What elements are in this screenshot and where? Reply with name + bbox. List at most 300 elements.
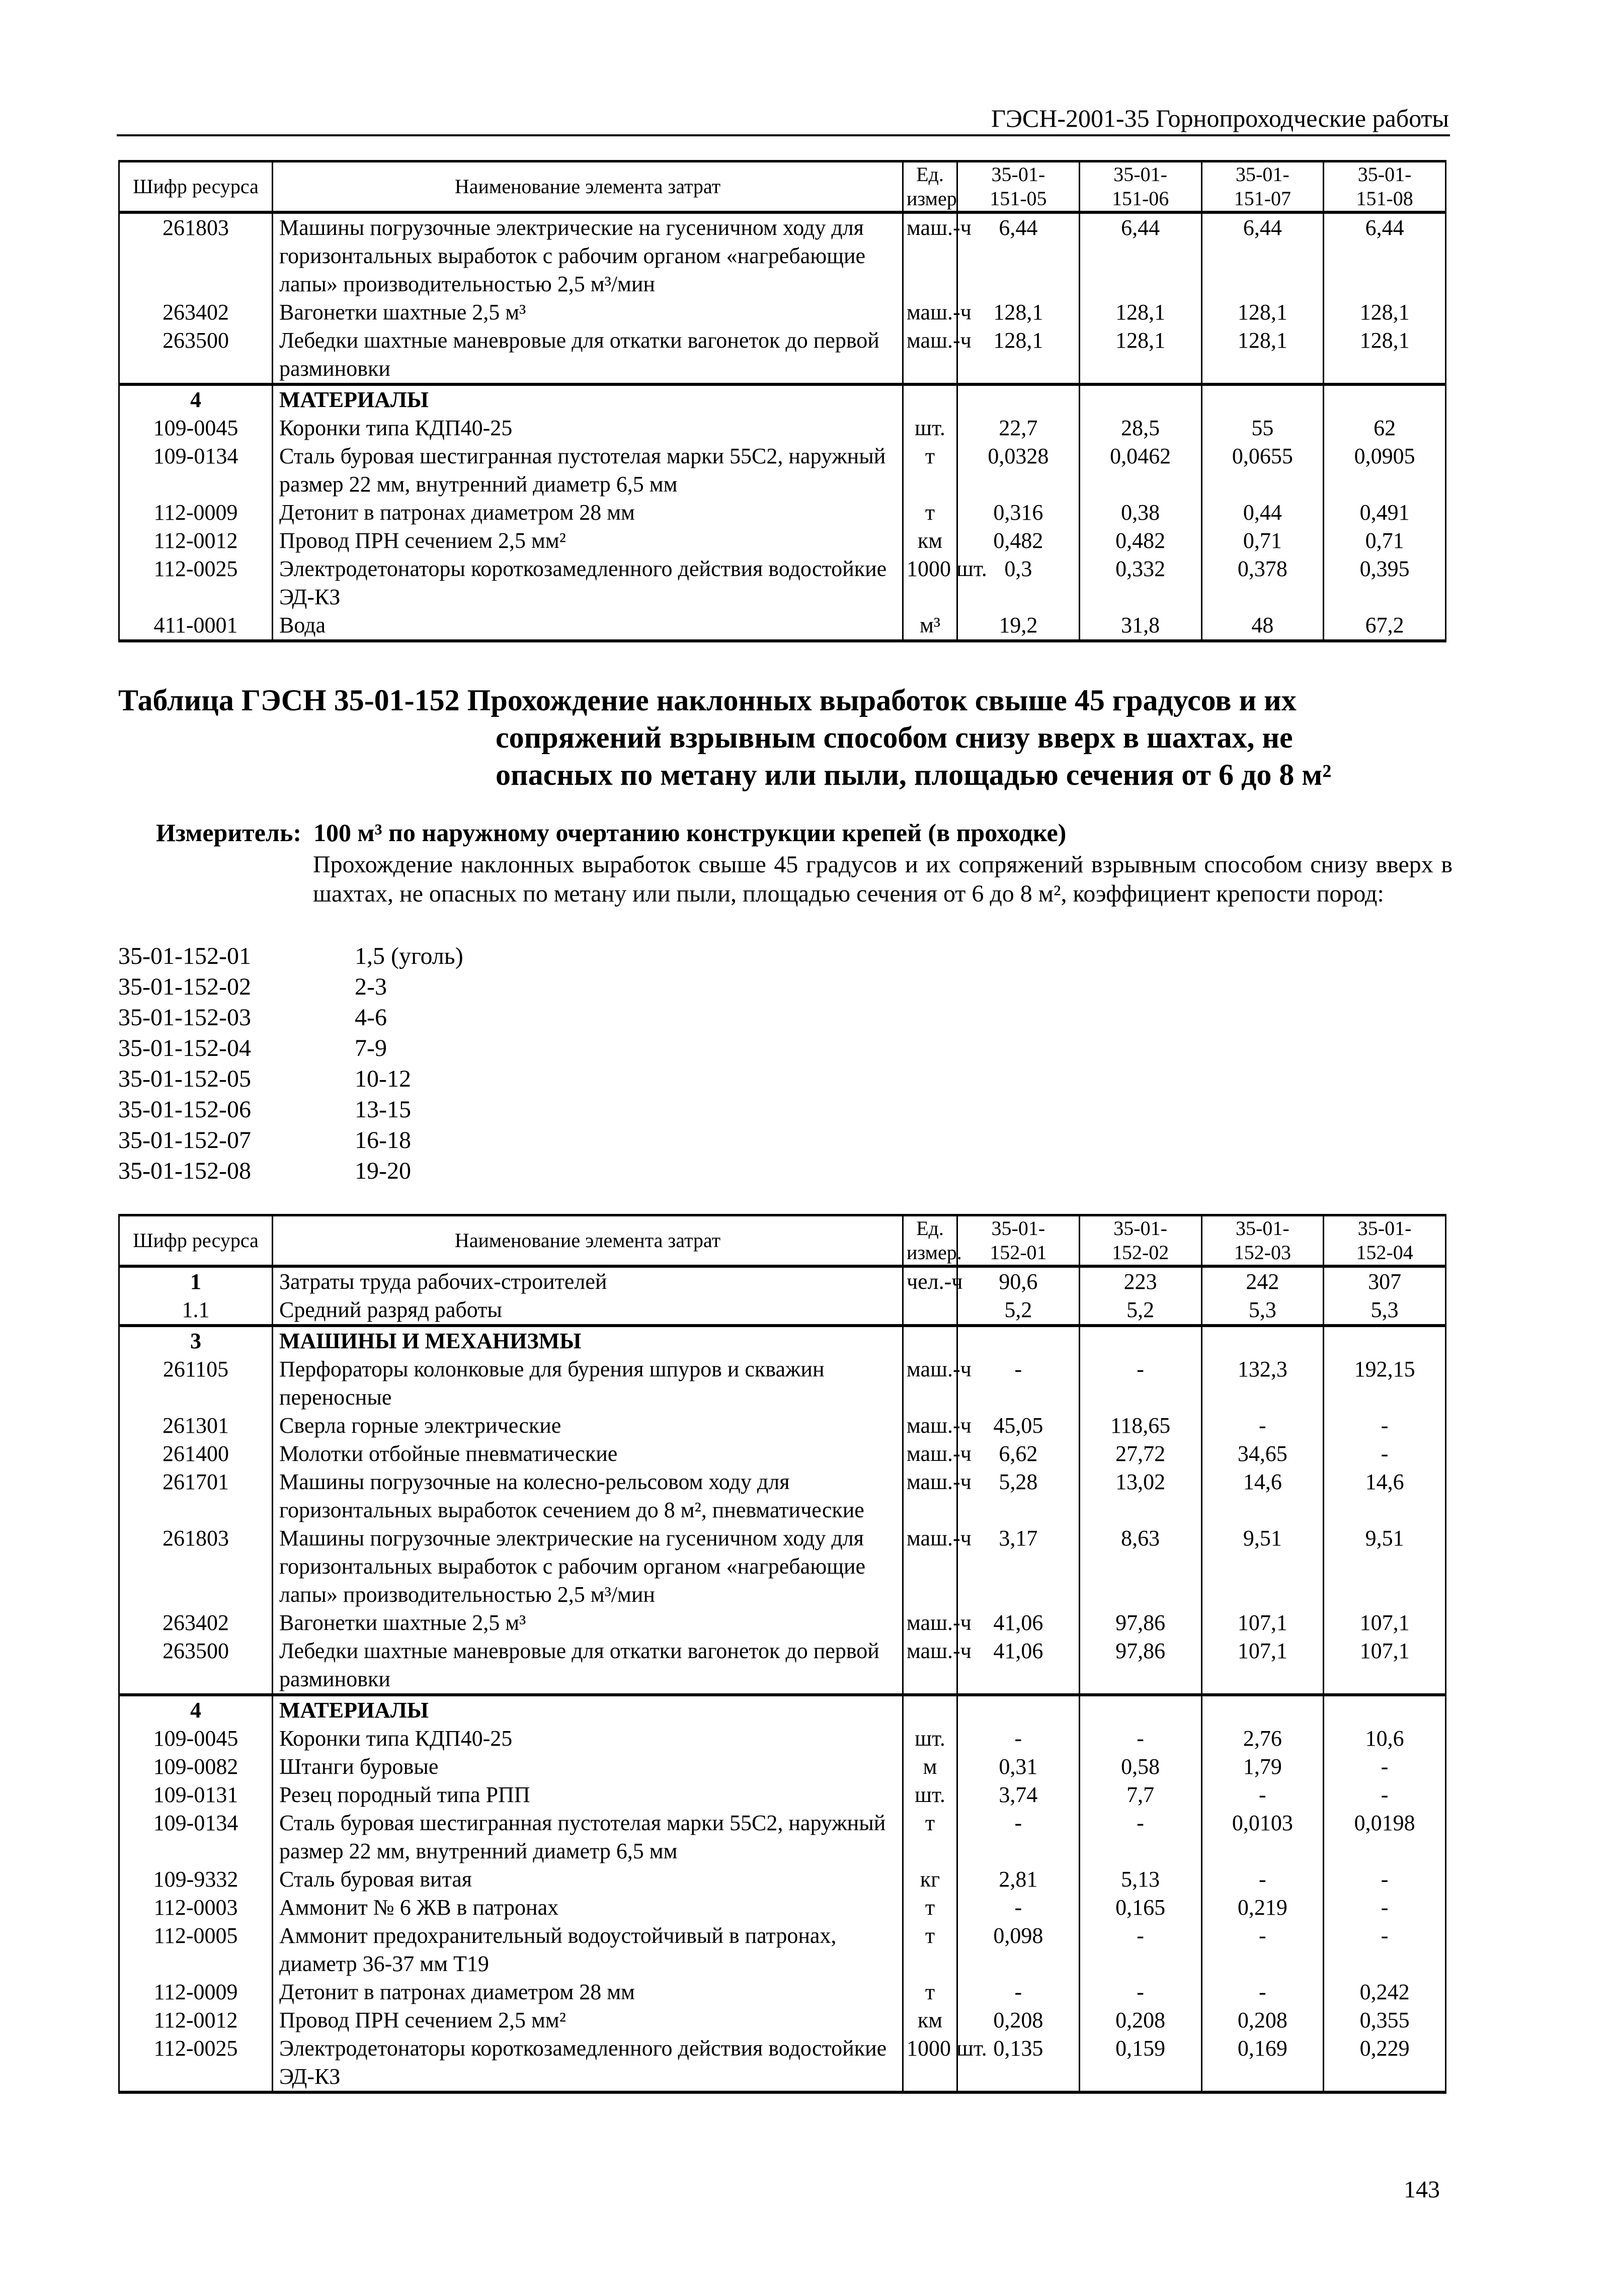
norm-value: 5,2 (957, 1296, 1080, 1326)
table-row (119, 527, 1446, 555)
norm-value: 5,3 (1201, 1296, 1324, 1326)
resource-code: 261400 (119, 1440, 273, 1468)
norm-value: 128,1 (1324, 298, 1446, 326)
norm-value (1201, 1695, 1324, 1725)
norm-code-bottom: 152-02 (1111, 1241, 1169, 1264)
norm-value: 128,1 (957, 326, 1080, 384)
unit-of-measure: шт. (903, 414, 957, 442)
norm-variant (118, 1094, 463, 1125)
norm-value: 1,79 (1201, 1753, 1324, 1781)
norm-code-top: 35-01- (991, 1217, 1045, 1240)
unit-of-measure: маш.-ч (903, 212, 957, 298)
norm-value: 0,38 (1079, 499, 1201, 527)
resource-table-35-01-152 (118, 1214, 1446, 2094)
resource-code: 109-0131 (119, 1781, 273, 1809)
unit-of-measure: маш.-ч (903, 326, 957, 384)
norm-value: 5,13 (1079, 1865, 1201, 1894)
norm-variant-code: 35-01-152-07 (118, 1127, 251, 1154)
table-row (119, 1922, 1446, 1978)
norm-value: - (957, 1809, 1080, 1865)
norm-value: 6,44 (1201, 212, 1324, 298)
norm-code-bottom: 152-01 (990, 1241, 1047, 1264)
resource-code: 263402 (119, 298, 273, 326)
norm-value: 9,51 (1324, 1524, 1446, 1609)
cost-element-name: Детонит в патронах диаметром 28 мм (273, 499, 903, 527)
cost-element-name: Вагонетки шахтные 2,5 м³ (273, 298, 903, 326)
unit-of-measure: км (903, 2006, 957, 2034)
work-description: Прохождение наклонных выработок свыше 45 градусов и их сопряжений взрывным способом снизу вверх в шахтах, не опасных по метану или пыли, площадью сечения от 6 до 8 м², коэффициент крепости пород: (313, 851, 1452, 907)
cost-element-name: Детонит в патронах диаметром 28 мм (273, 1978, 903, 2006)
norm-code-bottom: 151-08 (1356, 187, 1413, 210)
cost-element-name: Затраты труда рабочих-строителей (273, 1266, 903, 1296)
norm-value: 10,6 (1324, 1725, 1446, 1753)
norm-value: 0,58 (1079, 1753, 1201, 1781)
unit-of-measure: маш.-ч (903, 1440, 957, 1468)
table-row (119, 1894, 1446, 1922)
unit-of-measure: т (903, 499, 957, 527)
norm-value: 97,86 (1079, 1609, 1201, 1637)
cost-element-name: Штанги буровые (273, 1753, 903, 1781)
resource-code: 112-0012 (119, 527, 273, 555)
norm-value (1079, 1326, 1201, 1355)
norm-value: 34,65 (1201, 1440, 1324, 1468)
norm-value: - (1201, 1412, 1324, 1440)
header-norm-code (1079, 1215, 1201, 1267)
table-row (119, 1978, 1446, 2006)
norm-code-bottom: 152-03 (1234, 1241, 1292, 1264)
measurement-unit-label: Измеритель: (156, 818, 302, 847)
resource-code: 109-0082 (119, 1753, 273, 1781)
table-row (119, 326, 1446, 384)
cost-element-name: МАТЕРИАЛЫ (273, 384, 903, 414)
norm-value: 107,1 (1324, 1637, 1446, 1695)
unit-of-measure: кг (903, 1865, 957, 1894)
norm-value: 0,355 (1324, 2006, 1446, 2034)
norm-value: 6,44 (957, 212, 1080, 298)
resource-code: 263500 (119, 1637, 273, 1695)
norm-value: 9,51 (1201, 1524, 1324, 1609)
norm-value: - (1201, 1978, 1324, 2006)
resource-code: 109-0134 (119, 1809, 273, 1865)
section-row (119, 1326, 1446, 1355)
header-rule (117, 134, 1450, 136)
resource-code: 261301 (119, 1412, 273, 1440)
norm-value: - (1201, 1865, 1324, 1894)
norm-value: 128,1 (957, 298, 1080, 326)
norm-value (1079, 384, 1201, 414)
page-number: 143 (1404, 2176, 1440, 2203)
norm-value: 0,316 (957, 499, 1080, 527)
norm-value: 0,482 (1079, 527, 1201, 555)
norm-value: 0,098 (957, 1922, 1080, 1978)
norm-code-top: 35-01- (1357, 163, 1412, 186)
cost-element-name: Электродетонаторы короткозамедленного действия водостойкие ЭД-КЗ (273, 555, 903, 611)
table-row (119, 1355, 1446, 1412)
norm-variant (118, 1063, 463, 1094)
norm-variant (118, 941, 463, 971)
norm-value: 62 (1324, 414, 1446, 442)
cost-element-name: Коронки типа КДП40-25 (273, 414, 903, 442)
unit-of-measure (903, 1296, 957, 1326)
norm-value: 90,6 (957, 1266, 1080, 1296)
unit-of-measure: км (903, 527, 957, 555)
norm-value: - (1324, 1865, 1446, 1894)
norm-value: 0,31 (957, 1753, 1080, 1781)
norm-value: 2,76 (1201, 1725, 1324, 1753)
cost-element-name: Машины погрузочные электрические на гусеничном ходу для горизонтальных выработок с рабочим органом «нагребающие лапы» производительностью 2,5 м³/мин (273, 1524, 903, 1609)
norm-value: 5,3 (1324, 1296, 1446, 1326)
resource-code: 112-0009 (119, 499, 273, 527)
norm-value: - (1079, 1355, 1201, 1412)
norm-value: 128,1 (1201, 298, 1324, 326)
table-title-line: опасных по метану или пыли, площадью сечения от 6 до 8 м² (496, 758, 1332, 791)
header-norm-code (1201, 1215, 1324, 1267)
norm-value: 97,86 (1079, 1637, 1201, 1695)
table-row (119, 1865, 1446, 1894)
norm-value: 6,44 (1079, 212, 1201, 298)
norm-value (1324, 1326, 1446, 1355)
resource-code: 261701 (119, 1468, 273, 1524)
header-unit: Ед. измер. (903, 1215, 957, 1267)
norm-variant (118, 1002, 463, 1033)
norm-value: 107,1 (1324, 1609, 1446, 1637)
norm-value: 41,06 (957, 1637, 1080, 1695)
norm-value: 0,208 (1201, 2006, 1324, 2034)
unit-of-measure: т (903, 1922, 957, 1978)
cost-element-name: Вагонетки шахтные 2,5 м³ (273, 1609, 903, 1637)
norm-value: 118,65 (1079, 1412, 1201, 1440)
cost-element-name: Провод ПРН сечением 2,5 мм² (273, 2006, 903, 2034)
norm-value: 107,1 (1201, 1609, 1324, 1637)
norm-value: - (957, 1725, 1080, 1753)
norm-value: 107,1 (1201, 1637, 1324, 1695)
norm-value: 22,7 (957, 414, 1080, 442)
unit-of-measure: т (903, 442, 957, 499)
header-norm-code (1324, 161, 1446, 213)
table-row (119, 611, 1446, 641)
rock-hardness-coefficient: 10-12 (355, 1065, 411, 1092)
resource-code: 1 (119, 1266, 273, 1296)
unit-of-measure: маш.-ч (903, 1468, 957, 1524)
table-row (119, 1524, 1446, 1609)
header-unit: Ед. измер (903, 161, 957, 213)
norm-variant-code: 35-01-152-05 (118, 1065, 251, 1092)
norm-value: 0,332 (1079, 555, 1201, 611)
table-row (119, 1266, 1446, 1296)
norm-value: 0,165 (1079, 1894, 1201, 1922)
table-row (119, 1781, 1446, 1809)
norm-value (1324, 384, 1446, 414)
norm-variant (118, 1125, 463, 1156)
norm-value: 0,0655 (1201, 442, 1324, 499)
cost-element-name: Резец породный типа РПП (273, 1781, 903, 1809)
resource-code: 112-0005 (119, 1922, 273, 1978)
rock-hardness-coefficient: 13-15 (355, 1096, 411, 1123)
header-norm-code (957, 161, 1080, 213)
norm-value: 41,06 (957, 1609, 1080, 1637)
resource-code: 112-0003 (119, 1894, 273, 1922)
norm-code-top: 35-01- (1113, 1217, 1167, 1240)
resource-code: 263402 (119, 1609, 273, 1637)
table-row (119, 1637, 1446, 1695)
unit-of-measure: маш.-ч (903, 1609, 957, 1637)
table-row (119, 414, 1446, 442)
table-row (119, 1296, 1446, 1326)
resource-code: 109-0134 (119, 442, 273, 499)
cost-element-name: Машины погрузочные электрические на гусеничном ходу для горизонтальных выработок с рабочим органом «нагребающие лапы» производительностью 2,5 м³/мин (273, 212, 903, 298)
cost-element-name: МАШИНЫ И МЕХАНИЗМЫ (273, 1326, 903, 1355)
resource-code: 261105 (119, 1355, 273, 1412)
norm-value (1324, 1695, 1446, 1725)
table-row (119, 1609, 1446, 1637)
resource-code: 109-0045 (119, 414, 273, 442)
norm-value: 0,44 (1201, 499, 1324, 527)
norm-value: 0,71 (1324, 527, 1446, 555)
norm-value: 55 (1201, 414, 1324, 442)
norm-value: 192,15 (1324, 1355, 1446, 1412)
cost-element-name: Аммонит предохранительный водоустойчивый в патронах, диаметр 36-37 мм Т19 (273, 1922, 903, 1978)
unit-of-measure: т (903, 1809, 957, 1865)
norm-value: - (1324, 1440, 1446, 1468)
cost-element-name: Электродетонаторы короткозамедленного действия водостойкие ЭД-КЗ (273, 2034, 903, 2092)
unit-of-measure: маш.-ч (903, 1355, 957, 1412)
norm-variant-code: 35-01-152-01 (118, 943, 251, 969)
header-norm-code (1079, 161, 1201, 213)
cost-element-name: Сталь буровая шестигранная пустотелая марки 55С2, наружный размер 22 мм, внутренний диаметр 6,5 мм (273, 1809, 903, 1865)
header-resource-code: Шифр ресурса (119, 1215, 273, 1267)
unit-of-measure: чел.-ч (903, 1266, 957, 1296)
resource-code: 261803 (119, 1524, 273, 1609)
norm-value: 223 (1079, 1266, 1201, 1296)
table-row (119, 2006, 1446, 2034)
norm-variant-code: 35-01-152-04 (118, 1035, 251, 1061)
norm-value: 0,3 (957, 555, 1080, 611)
table-row (119, 1468, 1446, 1524)
cost-element-name: Средний разряд работы (273, 1296, 903, 1326)
resource-code: 3 (119, 1326, 273, 1355)
norm-value: 0,71 (1201, 527, 1324, 555)
running-header: ГЭСН-2001-35 Горнопроходческие работы (991, 104, 1449, 132)
norm-value: - (1079, 1809, 1201, 1865)
norm-variant (118, 1156, 463, 1186)
cost-element-name: Машины погрузочные на колесно-рельсовом ходу для горизонтальных выработок сечением до 8 м², пневматические (273, 1468, 903, 1524)
rock-hardness-coefficient: 4-6 (355, 1004, 387, 1031)
norm-value: 0,378 (1201, 555, 1324, 611)
norm-value: 7,7 (1079, 1781, 1201, 1809)
norm-value: 0,208 (957, 2006, 1080, 2034)
section-row (119, 1695, 1446, 1725)
unit-of-measure (903, 1326, 957, 1355)
norm-value: 242 (1201, 1266, 1324, 1296)
norm-variant-code: 35-01-152-02 (118, 973, 251, 1000)
rock-hardness-coefficient: 19-20 (355, 1158, 411, 1184)
cost-element-name: Сверла горные электрические (273, 1412, 903, 1440)
resource-code: 4 (119, 384, 273, 414)
norm-value: 0,135 (957, 2034, 1080, 2092)
norm-code-top: 35-01- (1236, 1217, 1289, 1240)
norm-value (957, 1326, 1080, 1355)
norm-variant-code: 35-01-152-06 (118, 1096, 251, 1123)
norm-value: - (1079, 1978, 1201, 2006)
header-norm-code (1324, 1215, 1446, 1267)
norm-value: 48 (1201, 611, 1324, 641)
norm-code-bottom: 151-06 (1111, 187, 1169, 210)
norm-value: 67,2 (1324, 611, 1446, 641)
norm-code-bottom: 152-04 (1356, 1241, 1413, 1264)
norm-value: 0,0462 (1079, 442, 1201, 499)
norm-value: 5,2 (1079, 1296, 1201, 1326)
table-row (119, 212, 1446, 298)
unit-of-measure: м (903, 1753, 957, 1781)
resource-code: 411-0001 (119, 611, 273, 641)
norm-variant-code: 35-01-152-08 (118, 1158, 251, 1184)
cost-element-name: Коронки типа КДП40-25 (273, 1725, 903, 1753)
unit-of-measure: шт. (903, 1781, 957, 1809)
norm-value: - (957, 1978, 1080, 2006)
table-title (118, 682, 1451, 793)
measurement-unit (156, 817, 1066, 848)
norm-value: 0,242 (1324, 1978, 1446, 2006)
unit-of-measure: м³ (903, 611, 957, 641)
norm-value: 5,28 (957, 1468, 1080, 1524)
norm-value: 0,0905 (1324, 442, 1446, 499)
resource-table-35-01-151 (118, 160, 1446, 642)
cost-element-name: Перфораторы колонковые для бурения шпуров и скважин переносные (273, 1355, 903, 1412)
measurement-unit-value: 100 м³ по наружному очертанию конструкции крепей (в проходке) (313, 818, 1067, 847)
rock-hardness-coefficient: 1,5 (уголь) (355, 943, 463, 969)
norm-code-top: 35-01- (991, 163, 1045, 186)
cost-element-name: Вода (273, 611, 903, 641)
resource-code: 261803 (119, 212, 273, 298)
resource-code: 109-9332 (119, 1865, 273, 1894)
unit-of-measure: т (903, 1978, 957, 2006)
unit-of-measure: 1000 шт. (903, 555, 957, 611)
table-title-line: сопряжений взрывным способом снизу вверх в шахтах, не (496, 721, 1293, 754)
norm-code-top: 35-01- (1357, 1217, 1412, 1240)
norm-value (1201, 1326, 1324, 1355)
norm-value: 6,62 (957, 1440, 1080, 1468)
norm-value: 307 (1324, 1266, 1446, 1296)
norm-value: 8,63 (1079, 1524, 1201, 1609)
norm-value: 45,05 (957, 1412, 1080, 1440)
norm-value: - (1324, 1412, 1446, 1440)
norm-value: 6,44 (1324, 212, 1446, 298)
cost-element-name: Лебедки шахтные маневровые для откатки вагонеток до первой разминовки (273, 326, 903, 384)
cost-element-name: Сталь буровая шестигранная пустотелая марки 55С2, наружный размер 22 мм, внутренний диаметр 6,5 мм (273, 442, 903, 499)
norm-code-bottom: 151-05 (990, 187, 1047, 210)
table-row (119, 2034, 1446, 2092)
unit-of-measure: 1000 шт. (903, 2034, 957, 2092)
norm-value: 0,491 (1324, 499, 1446, 527)
rock-hardness-coefficient: 16-18 (355, 1127, 411, 1154)
table-row (119, 1440, 1446, 1468)
norm-value: 13,02 (1079, 1468, 1201, 1524)
norm-value: - (1324, 1781, 1446, 1809)
unit-of-measure (903, 384, 957, 414)
norm-value: - (957, 1894, 1080, 1922)
cost-element-name: Молотки отбойные пневматические (273, 1440, 903, 1468)
norm-value: 28,5 (1079, 414, 1201, 442)
resource-code: 112-0025 (119, 2034, 273, 2092)
norm-value: 19,2 (957, 611, 1080, 641)
norm-value: 0,0103 (1201, 1809, 1324, 1865)
norm-value: 0,229 (1324, 2034, 1446, 2092)
cost-element-name: Сталь буровая витая (273, 1865, 903, 1894)
table-row (119, 555, 1446, 611)
norm-value: 0,0328 (957, 442, 1080, 499)
norm-value: 0,169 (1201, 2034, 1324, 2092)
norm-value: 0,0198 (1324, 1809, 1446, 1865)
unit-of-measure: маш.-ч (903, 1524, 957, 1609)
cost-element-name: Лебедки шахтные маневровые для откатки вагонеток до первой разминовки (273, 1637, 903, 1695)
norm-value: 128,1 (1079, 298, 1201, 326)
norm-value: 0,395 (1324, 555, 1446, 611)
norm-value: 128,1 (1324, 326, 1446, 384)
table-row (119, 1753, 1446, 1781)
norm-variant (118, 971, 463, 1002)
cost-element-name: Аммонит № 6 ЖВ в патронах (273, 1894, 903, 1922)
unit-of-measure: маш.-ч (903, 1412, 957, 1440)
norm-value: 14,6 (1324, 1468, 1446, 1524)
norm-value: 0,219 (1201, 1894, 1324, 1922)
norm-value: 2,81 (957, 1865, 1080, 1894)
table-title-line: Таблица ГЭСН 35-01-152 Прохождение наклонных выработок свыше 45 градусов и их (118, 684, 1297, 717)
header-norm-code (957, 1215, 1080, 1267)
rock-hardness-coefficient: 2-3 (355, 973, 387, 1000)
norm-value: 27,72 (1079, 1440, 1201, 1468)
norm-value: 0,159 (1079, 2034, 1201, 2092)
norm-variant (118, 1033, 463, 1063)
norm-value: - (1201, 1922, 1324, 1978)
norm-value (957, 384, 1080, 414)
norm-value: 128,1 (1079, 326, 1201, 384)
rock-hardness-coefficient: 7-9 (355, 1035, 387, 1061)
norm-variants-list (118, 941, 463, 1186)
resource-code: 112-0012 (119, 2006, 273, 2034)
table-row (119, 1725, 1446, 1753)
norm-code-top: 35-01- (1236, 163, 1289, 186)
norm-value (1079, 1695, 1201, 1725)
resource-code: 4 (119, 1695, 273, 1725)
table-row (119, 298, 1446, 326)
unit-of-measure: маш.-ч (903, 1637, 957, 1695)
norm-value: 0,482 (957, 527, 1080, 555)
norm-value: - (957, 1355, 1080, 1412)
norm-variant-code: 35-01-152-03 (118, 1004, 251, 1031)
norm-value: - (1324, 1894, 1446, 1922)
norm-value: - (1324, 1922, 1446, 1978)
norm-value: 132,3 (1201, 1355, 1324, 1412)
norm-code-bottom: 151-07 (1234, 187, 1292, 210)
unit-of-measure: шт. (903, 1725, 957, 1753)
norm-value: - (1079, 1725, 1201, 1753)
resource-code: 109-0045 (119, 1725, 273, 1753)
cost-element-name: Провод ПРН сечением 2,5 мм² (273, 527, 903, 555)
table-row (119, 442, 1446, 499)
unit-of-measure (903, 1695, 957, 1725)
norm-value (1201, 384, 1324, 414)
norm-value: - (1079, 1922, 1201, 1978)
norm-value: 3,17 (957, 1524, 1080, 1609)
norm-value: 0,208 (1079, 2006, 1201, 2034)
unit-of-measure: маш.-ч (903, 298, 957, 326)
norm-value: - (1201, 1781, 1324, 1809)
table-header-row (119, 1215, 1446, 1267)
header-resource-code: Шифр ресурса (119, 161, 273, 213)
norm-value (957, 1695, 1080, 1725)
header-norm-code (1201, 161, 1324, 213)
norm-value: 128,1 (1201, 326, 1324, 384)
